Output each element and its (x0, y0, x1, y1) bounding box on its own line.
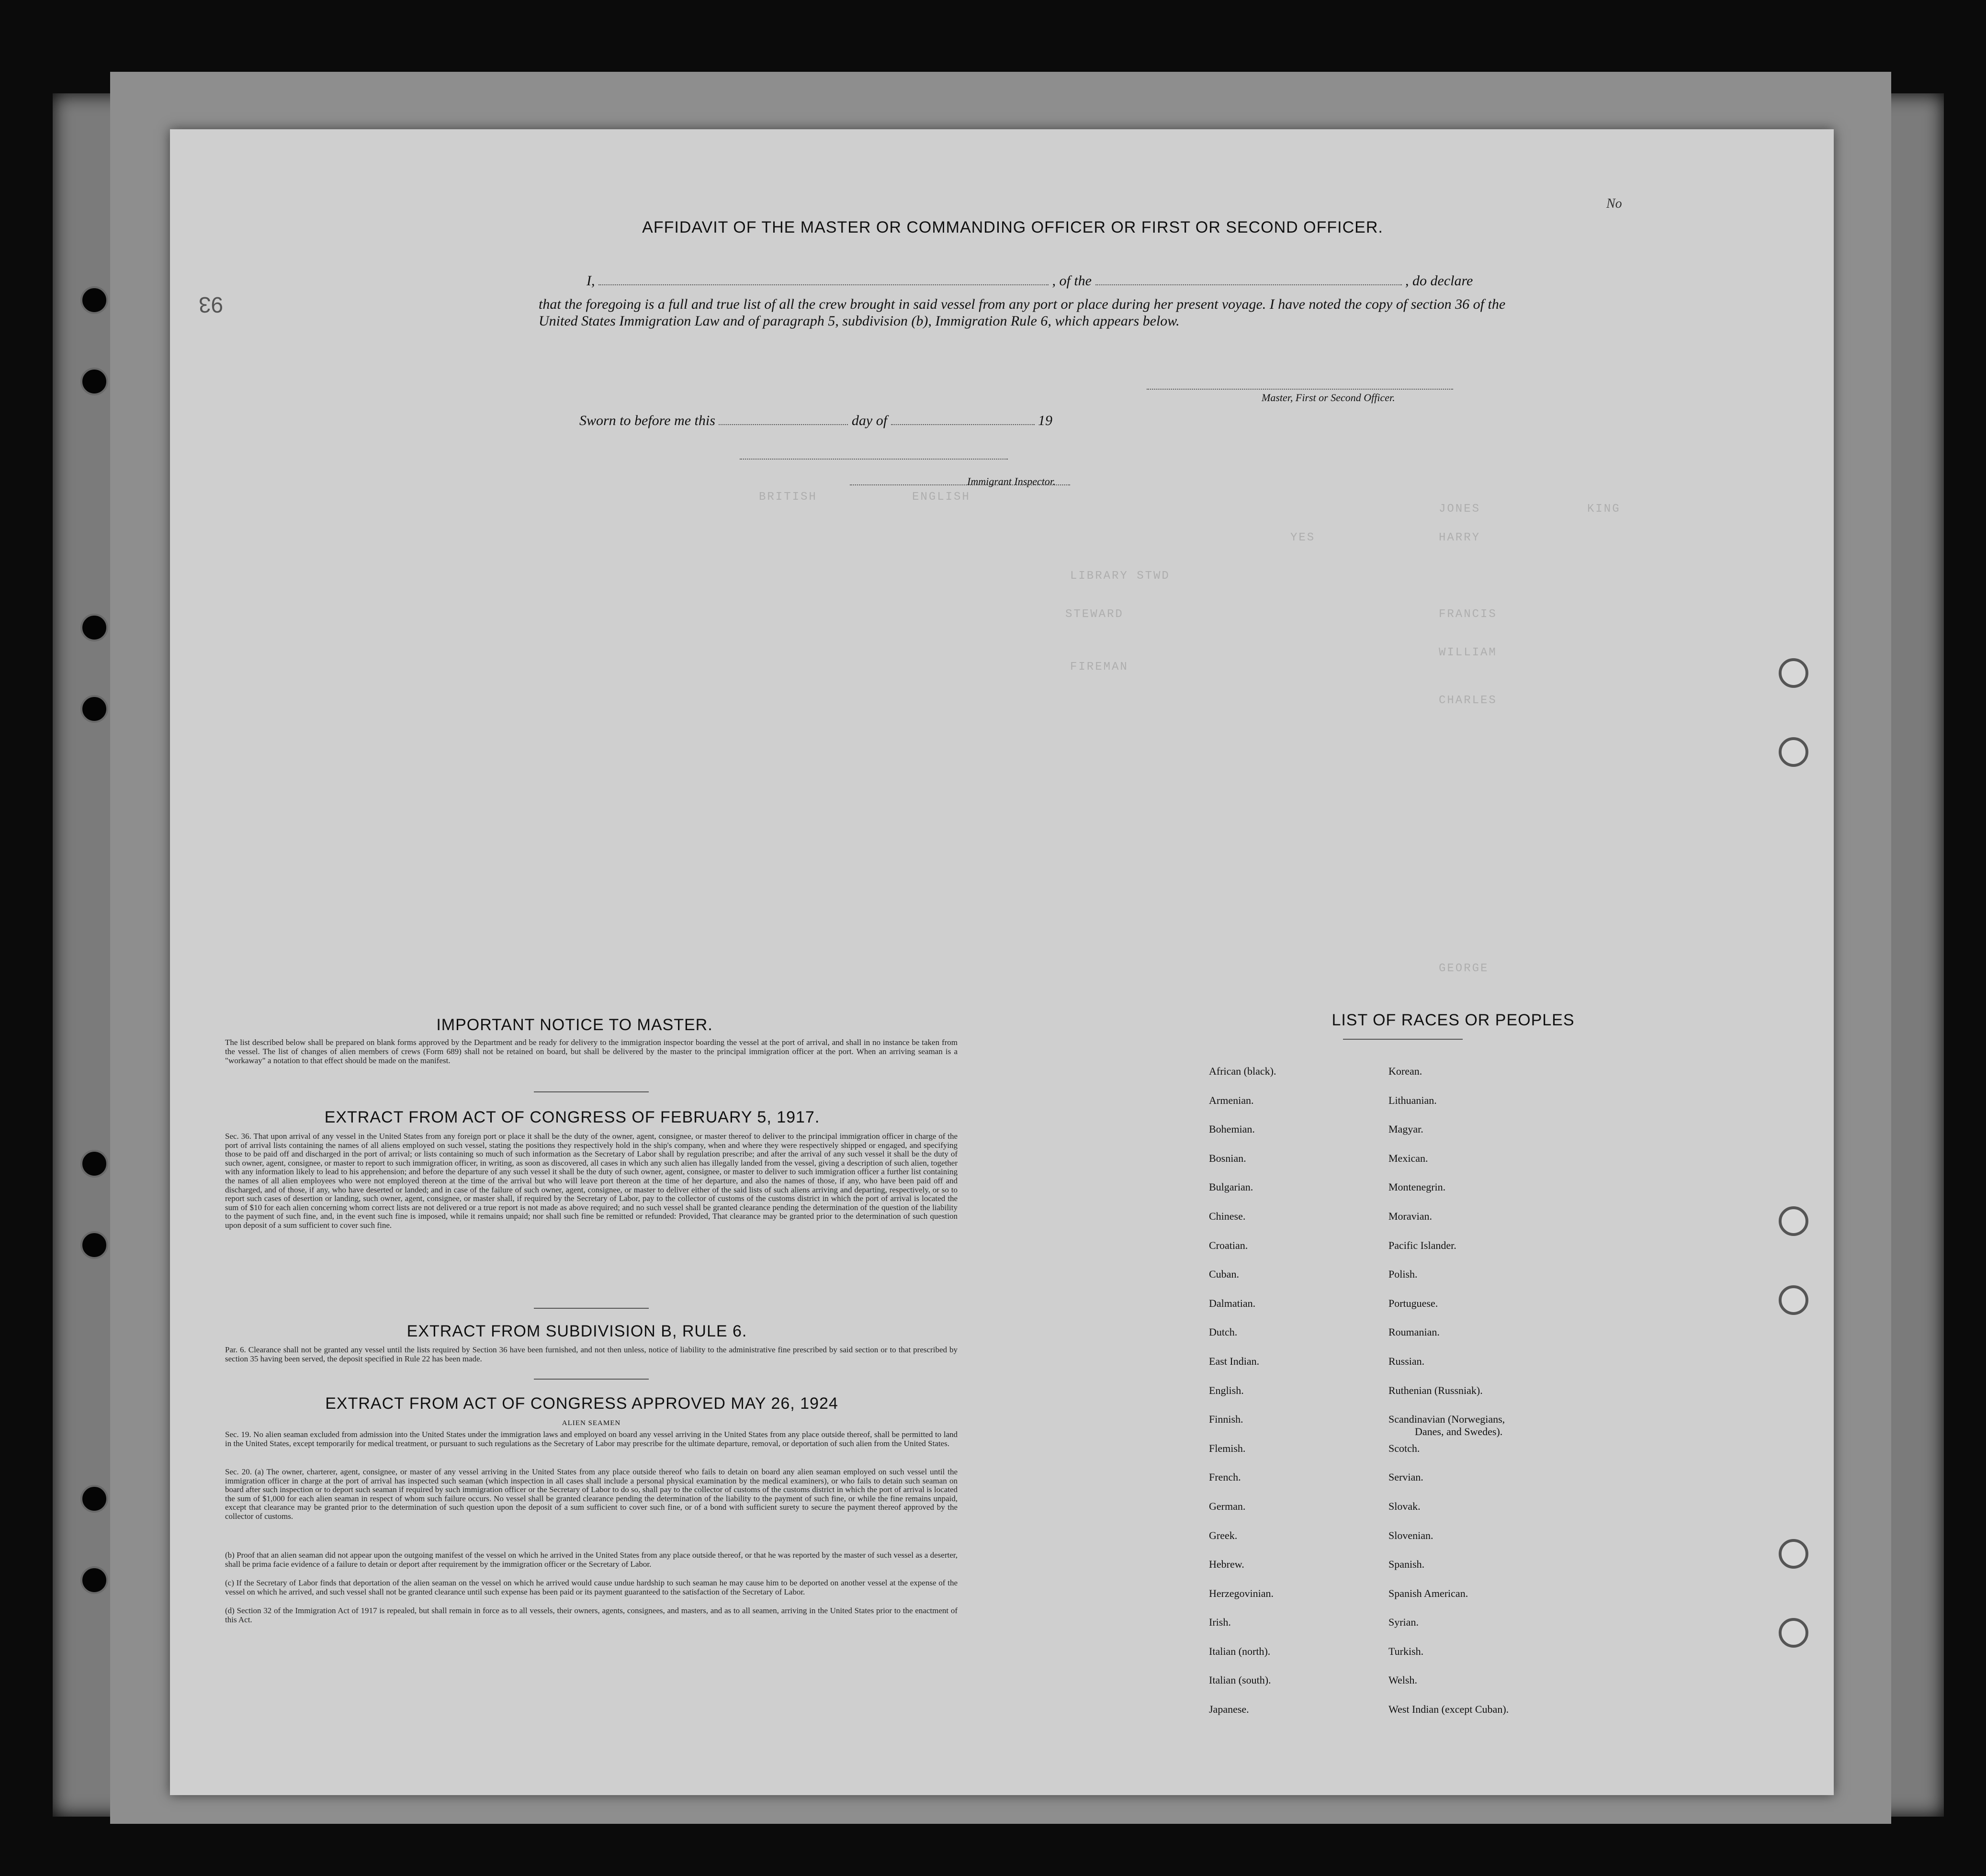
divider (534, 1308, 649, 1309)
race-item: Portuguese. (1388, 1297, 1438, 1309)
race-item: Moravian. (1388, 1210, 1433, 1222)
sworn-label: Sworn to before me this (579, 413, 715, 428)
race-item: German. (1209, 1500, 1246, 1512)
binder-hole (1779, 1618, 1808, 1648)
master-name-field[interactable] (598, 274, 1049, 285)
race-item: Lithuanian. (1388, 1094, 1437, 1106)
binder-hole (80, 368, 108, 395)
races-left-column (1209, 1065, 1276, 1732)
notice-title: IMPORTANT NOTICE TO MASTER. (436, 1016, 713, 1034)
bleed-text: GEORGE (1439, 962, 1489, 975)
affidavit-do-declare: , do declare (1405, 273, 1473, 289)
binder-hole (80, 286, 108, 314)
affidavit-body: that the foregoing is a full and true list of all the crew brought in said vessel from any port or place during her present voyage. I have noted the copy of section 36 of the United States Immigration Law and of paragraph 5, subdivision (b), Immigration Rule 6, which appears below. (539, 296, 1506, 329)
race-item: Japanese. (1209, 1703, 1249, 1716)
race-item: Bohemian. (1209, 1123, 1255, 1135)
bleed-text: LIBRARY STWD (1070, 570, 1170, 583)
race-item: Polish. (1388, 1268, 1418, 1281)
race-item: Finnish. (1209, 1413, 1243, 1426)
race-item: Flemish. (1209, 1442, 1246, 1454)
race-item: Mexican. (1388, 1152, 1428, 1164)
notice-text: The list described below shall be prepared on blank forms approved by the Department and be ready for delivery to the immigration inspector boarding the vessel at the port of arrival, and shall in no instance be taken from the vessel. The list of changes of alien members of crews (Form 689) shall not be retained on board, but shall be delivered by the master to the principal immigration officer at the port. When an arriving seaman is a "workaway" a notation to that effect should be made on the manifest. (225, 1038, 958, 1065)
extract-rule6-text: Par. 6. Clearance shall not be granted any vessel until the lists required by Section 36 have been furnished, and not then unless, notice of liability to the administrative fine prescribed by said section or to that prescribed by section 35 having been served, the deposit specified in Rule 22 has been made. (225, 1345, 958, 1363)
binder-hole (80, 1231, 108, 1259)
extract-1924-sec20b: (b) Proof that an alien seaman did not appear upon the outgoing manifest of the vessel on which he arrived in the United States from any place outside thereof, or that he was reported by the master of such vessel as a deserter, shall be prima facie evidence of a failure to detain or deport after requirement by the immigration officer or the Secretary of Labor. (225, 1550, 958, 1569)
race-item: West Indian (except Cuban). (1388, 1703, 1509, 1716)
binder-hole (1779, 658, 1808, 688)
extract-1924-sec19: Sec. 19. No alien seaman excluded from admission into the United States under the immigration laws and employed on board any vessel arriving in the United States from any place outside thereof, shall be permitted to land in the United States, except temporarily for medical treatment, or pursuant to such regulations as the Secretary of Labor may prescribe for the ultimate departure, removal, or deportation of such alien from the United States. (225, 1430, 958, 1448)
sworn-line (579, 413, 1052, 429)
extract-1924-sec20d: (d) Section 32 of the Immigration Act of 1917 is repealed, but shall remain in force as to all vessels, their owners, agents, consignees, and masters, and as to all seamen, arriving in the United States prior to the enactment of this Act. (225, 1606, 958, 1624)
binder-hole (80, 1566, 108, 1594)
race-item: Ruthenian (Russniak). (1388, 1384, 1483, 1396)
race-item: English. (1209, 1384, 1244, 1396)
signature-caption: Master, First or Second Officer. (1262, 392, 1395, 404)
race-item: Turkish. (1388, 1645, 1424, 1657)
extract-1924-sec20a: Sec. 20. (a) The owner, charterer, agent, consignee, or master of any vessel arriving in the United States from any place outside thereof who fails to detain on board any alien seaman employed on such vessel until the immigration officer in charge at the port of arrival has inspected such seaman (which inspection in all cases shall include a personal physical examination by the medical examiners), or who fails to detain such seaman on board after such inspection or to deport such seaman if required by such immigration officer or the Secretary of Labor to do so, shall pay to the collector of customs of the customs district in which the port of arrival is located the sum of $1,000 for each alien seaman in respect of whom such failure occurs. No vessel shall be granted clearance pending the determination of the liability to the payment of such fine, or while the fine remains unpaid, except that clearance may be granted prior to the determination of such question upon the deposit of a sum sufficient to cover such fine, or of a bond with sufficient surety to secure the payment thereof approved by the collector of customs. (225, 1467, 958, 1521)
race-item: Hebrew. (1209, 1558, 1244, 1571)
race-item: East Indian. (1209, 1355, 1260, 1367)
race-item: Armenian. (1209, 1094, 1254, 1106)
binder-hole (80, 1150, 108, 1178)
race-item: Spanish American. (1388, 1587, 1468, 1599)
page-number-mark: 93 (199, 292, 224, 317)
extract-rule6-title: EXTRACT FROM SUBDIVISION B, RULE 6. (406, 1322, 747, 1340)
binder-hole (1779, 1285, 1808, 1315)
race-item: Dalmatian. (1209, 1297, 1256, 1309)
bleed-text: HARRY (1439, 531, 1481, 544)
race-item: Italian (north). (1209, 1645, 1271, 1657)
binder-hole (1779, 1206, 1808, 1236)
race-item: French. (1209, 1471, 1241, 1483)
race-item: Slovak. (1388, 1500, 1421, 1512)
race-item: Chinese. (1209, 1210, 1246, 1222)
extract-1924-subtitle: ALIEN SEAMEN (562, 1419, 621, 1427)
binder-hole (80, 1485, 108, 1513)
race-item: Bosnian. (1209, 1152, 1246, 1164)
sworn-month-field[interactable] (891, 414, 1035, 425)
divider (534, 1379, 649, 1380)
race-item: Pacific Islander. (1388, 1239, 1456, 1251)
bleed-text: CHARLES (1439, 694, 1497, 707)
race-item: Russian. (1388, 1355, 1425, 1367)
binder-hole (1779, 737, 1808, 767)
race-item: Dutch. (1209, 1326, 1238, 1338)
extract-1924-sec20c: (c) If the Secretary of Labor finds that deportation of the alien seaman on the vessel on which he arrived would cause undue hardship to such seaman he may cause him to be deported on another vessel at the expense of the vessel on which he arrived, and such vessel shall not be granted clearance until such expense has been paid or its payment guaranteed to the satisfaction of the Secretary of Labor. (225, 1578, 958, 1596)
affidavit-title: AFFIDAVIT OF THE MASTER OR COMMANDING OFFICER OR FIRST OR SECOND OFFICER. (642, 218, 1383, 236)
extract-1917-title: EXTRACT FROM ACT OF CONGRESS OF FEBRUARY 5, 1917. (324, 1108, 820, 1126)
binder-hole (80, 695, 108, 723)
race-item: Danes, and Swedes). (1415, 1426, 1503, 1438)
races-right-column (1388, 1065, 1509, 1732)
day-of-label: day of (851, 413, 888, 428)
affidavit-of-the: , of the (1052, 273, 1092, 289)
race-item: Welsh. (1388, 1674, 1417, 1686)
race-item: Greek. (1209, 1529, 1238, 1541)
race-item: Slovenian. (1388, 1529, 1433, 1541)
divider (534, 1091, 649, 1092)
bleed-text: JONES (1439, 503, 1481, 516)
race-item: Syrian. (1388, 1616, 1419, 1629)
race-item: Croatian. (1209, 1239, 1248, 1251)
affidavit-i-label: I, (587, 273, 595, 289)
inspector-line[interactable] (740, 459, 1008, 460)
race-item: Cuban. (1209, 1268, 1239, 1281)
affidavit-declaration-line (587, 273, 1473, 289)
race-item: Servian. (1388, 1471, 1423, 1483)
races-title: LIST OF RACES OR PEOPLES (1332, 1011, 1575, 1029)
signature-line[interactable] (1147, 389, 1453, 390)
bleed-text: WILLIAM (1439, 646, 1497, 659)
bleed-text: STEWARD (1065, 608, 1124, 621)
race-item: Scotch. (1388, 1442, 1420, 1454)
race-item: Montenegrin. (1388, 1181, 1446, 1193)
race-item: Magyar. (1388, 1123, 1423, 1135)
bleed-text: KING (1587, 503, 1621, 516)
bleed-text: BRITISH (759, 491, 817, 504)
race-item: Irish. (1209, 1616, 1231, 1629)
sworn-day-field[interactable] (719, 414, 848, 425)
number-mark: No (1606, 196, 1622, 211)
race-item: Korean. (1388, 1065, 1422, 1077)
race-item: Roumanian. (1388, 1326, 1440, 1338)
bleed-text: FRANCIS (1439, 608, 1497, 621)
divider (1343, 1039, 1463, 1040)
year-prefix: 19 (1038, 413, 1053, 428)
binder-hole (1779, 1539, 1808, 1569)
race-item: Bulgarian. (1209, 1181, 1253, 1193)
binder-hole (80, 614, 108, 641)
extract-1924-title: EXTRACT FROM ACT OF CONGRESS APPROVED MAY 26, 1924 (325, 1394, 838, 1413)
bleed-text: ENGLISH (912, 491, 970, 504)
bleed-text: YES (1290, 531, 1316, 544)
bleed-text: FIREMAN (1070, 661, 1128, 674)
race-item: Scandinavian (Norwegians, (1388, 1413, 1505, 1426)
inspector-caption: Immigrant Inspector. (967, 475, 1056, 487)
race-item: Italian (south). (1209, 1674, 1271, 1686)
extract-1917-text: Sec. 36. That upon arrival of any vessel in the United States from any foreign port or place it shall be the duty of the owner, agent, consignee, or master thereof to deliver to the principal immigration officer in charge of the port of arrival lists containing the names of all aliens employed on such vessel, stating the positions they respectively hold in the ship's company, when and where they were respectively shipped or engaged, and specifying those to be paid off and discharged in the port of arrival; or lists containing so much of such information as the Secretary of Labor shall by regulation prescribe; and after the arrival of any such vessel it shall be the duty of such owner, agent, consignee, or master to report to such immigration officer, in writing, as soon as discovered, all cases in which any such alien has illegally landed from the vessel, giving a description of such alien, together with any information likely to lead to his apprehension; and before the departure of any such vessel it shall be the duty of such owner, agent, consignee, or master to deliver to such immigration officer a further list containing the names of all alien employees who were not employed thereon at the time of the arrival but who will leave port thereon at the time of her departure, and also the names of those, if any, who have been paid off and discharged, and of those, if any, who have deserted or landed; and in case of the failure of such owner, agent, consignee, or master to deliver either of the said lists of such aliens arriving and departing, respectively, or so to report such cases of desertion or landing, such owner, agent, consignee, or master shall, if required by the Secretary of Labor, pay to the collector of customs of the customs district in which the port of arrival is located the sum of $10 for each alien concerning whom correct lists are not delivered or a true report is not made as above required; and no such vessel shall be granted clearance pending the determination of the question of the liability to the payment of such fine, and, in the event such fine is imposed, while it remains unpaid; nor shall such fine be remitted or refunded: Provided, That clearance may be granted prior to the determination of such question upon deposit of a sum sufficient to cover such fine. (225, 1132, 958, 1230)
vessel-name-field[interactable] (1095, 274, 1402, 285)
affidavit-page (170, 129, 1834, 1795)
race-item: Herzegovinian. (1209, 1587, 1274, 1599)
race-item: African (black). (1209, 1065, 1276, 1077)
race-item: Spanish. (1388, 1558, 1425, 1571)
